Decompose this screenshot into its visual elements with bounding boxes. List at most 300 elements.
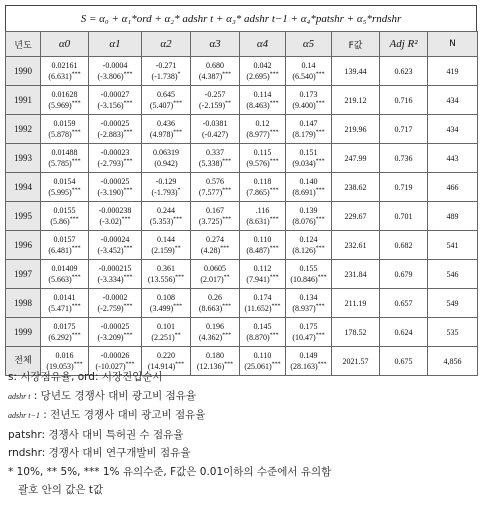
value-cell [380, 260, 428, 289]
coefficient-value: 0.118 [253, 177, 272, 186]
t-statistic [89, 245, 141, 256]
significance-stars: *** [269, 332, 279, 339]
note-t-values: 괄호 안의 값은 t값 [18, 484, 104, 496]
value-cell [380, 173, 428, 202]
t-statistic [89, 129, 141, 140]
table-row [6, 231, 478, 260]
significance-stars: *** [123, 187, 133, 194]
coefficient-value: 0.115 [253, 148, 272, 157]
value-cell [240, 202, 286, 231]
t-value: (5.353) [149, 217, 174, 226]
coefficient-value: 0.0157 [53, 235, 76, 244]
table-row [6, 318, 478, 347]
t-statistic [89, 100, 141, 111]
t-value: (5.338) [198, 159, 223, 168]
significance-stars: *** [222, 303, 232, 310]
value-cell [191, 231, 240, 260]
coefficient-value: -0.000238 [98, 206, 132, 215]
coefficient-value: 0.675 [394, 356, 413, 366]
coefficient-value: 0.140 [299, 177, 318, 186]
t-statistic [191, 100, 239, 111]
coefficient-value: 0.645 [157, 90, 175, 99]
coefficient-value: 0.174 [253, 293, 272, 302]
coefficient-value: 0.0155 [53, 206, 76, 215]
significance-stars: *** [71, 158, 81, 165]
t-value: (-3.190) [97, 188, 124, 197]
significance-stars: *** [71, 100, 81, 107]
significance-stars: *** [123, 303, 133, 310]
coefficient-value: 0.12 [255, 119, 270, 128]
t-value: (5.878) [48, 130, 72, 139]
t-statistic [286, 71, 331, 82]
value-cell [286, 57, 332, 86]
coefficient-value: 0.624 [394, 327, 413, 337]
t-statistic [240, 187, 285, 198]
coefficient-value: 0.0175 [53, 322, 76, 331]
t-value: (2.159) [151, 246, 175, 255]
significance-stars: *** [269, 245, 279, 252]
t-statistic [142, 303, 190, 314]
t-value: (-3.156) [97, 101, 124, 110]
t-value: (-1.793) [151, 188, 178, 197]
t-statistic [142, 100, 190, 111]
value-cell [380, 57, 428, 86]
year-cell: 1990 [6, 57, 41, 86]
table-row [6, 202, 478, 231]
value-cell [142, 231, 191, 260]
t-value: (8.076) [292, 217, 316, 226]
t-value: (8.487) [246, 246, 270, 255]
t-value: (8.937) [292, 304, 316, 313]
coefficient-value: 0.337 [206, 148, 224, 157]
coefficient-value: -0.00024 [100, 235, 130, 244]
year-cell: 1996 [6, 231, 41, 260]
coefficient-value: 139.44 [344, 66, 367, 76]
value-cell [428, 57, 478, 86]
value-cell [240, 173, 286, 202]
t-value: (-1.738) [151, 72, 178, 81]
t-statistic [41, 71, 88, 82]
significance-stars: *** [220, 245, 230, 252]
significance-stars: *** [71, 71, 81, 78]
t-statistic [240, 303, 285, 314]
t-value: (4.28) [200, 246, 221, 255]
coefficient-value: 247.99 [344, 153, 367, 163]
value-cell [41, 144, 89, 173]
coefficient-value: 546 [446, 269, 459, 279]
coefficient-value: 0.0159 [53, 119, 76, 128]
coefficient-value: 229.67 [344, 211, 367, 221]
t-statistic [191, 245, 239, 256]
t-value: (5.995) [48, 188, 72, 197]
coefficient-value: 0.110 [253, 235, 272, 244]
value-cell [89, 231, 142, 260]
coefficient-value: 0.145 [253, 322, 272, 331]
year-cell: 1994 [6, 173, 41, 202]
coefficient-value: -0.00027 [100, 90, 130, 99]
value-cell [142, 289, 191, 318]
significance-stars: *** [269, 129, 279, 136]
coefficient-value: 0.436 [157, 119, 175, 128]
significance-stars: *** [71, 245, 81, 252]
significance-stars: * [177, 187, 181, 194]
significance-stars: *** [315, 303, 325, 310]
table-row [6, 57, 478, 86]
coefficient-value: 231.84 [344, 269, 367, 279]
significance-stars: *** [315, 71, 325, 78]
value-cell [240, 86, 286, 115]
t-value: (7.577) [198, 188, 223, 197]
coefficient-value: 0.149 [299, 351, 318, 360]
t-value: (6.631) [48, 72, 72, 81]
value-cell [142, 260, 191, 289]
t-statistic [41, 274, 88, 285]
significance-stars: *** [175, 274, 185, 281]
significance-stars: *** [123, 71, 133, 78]
t-statistic [240, 100, 285, 111]
coefficient-value: 0.108 [157, 293, 175, 302]
t-value: (5.785) [48, 159, 72, 168]
value-cell [41, 173, 89, 202]
year-cell: 1998 [6, 289, 41, 318]
coefficient-value: -0.271 [155, 61, 177, 70]
coefficient-value: -0.00025 [100, 322, 130, 331]
note-patshr: patshr: 경쟁사 대비 특허권 수 점유율 [8, 428, 184, 441]
t-value: (8.691) [292, 188, 316, 197]
t-value: (10.846) [290, 275, 318, 284]
t-value: (5.86) [50, 217, 70, 226]
t-statistic [41, 332, 88, 343]
significance-stars: *** [269, 187, 279, 194]
coefficient-value: 0.682 [394, 240, 413, 250]
t-value: (5.969) [48, 101, 72, 110]
value-cell [428, 318, 478, 347]
coefficient-value: 211.19 [344, 298, 367, 308]
significance-stars: *** [315, 216, 325, 223]
significance-stars: *** [224, 361, 234, 368]
coefficient-value: 4,856 [443, 356, 462, 366]
t-statistic [191, 71, 239, 82]
value-cell [240, 115, 286, 144]
note-adshr-t-text: : 당년도 경쟁사 대비 광고비 점유율 [33, 389, 197, 402]
value-cell [191, 144, 240, 173]
value-cell [41, 318, 89, 347]
t-statistic [240, 216, 285, 227]
value-cell [332, 144, 380, 173]
coefficient-value: 0.139 [299, 206, 318, 215]
t-value: (-3.334) [97, 275, 124, 284]
coefficient-value: 535 [446, 327, 459, 337]
significance-stars: *** [71, 187, 81, 194]
t-value: (10.47) [292, 333, 316, 342]
note-adshr-t1-var: adshr t−1 [8, 411, 40, 420]
table-row [6, 144, 478, 173]
t-statistic [286, 216, 331, 227]
coefficient-value: -0.0381 [202, 119, 228, 128]
note-adshr-t [8, 387, 478, 407]
coefficient-value: -0.0002 [102, 293, 128, 302]
regression-table [5, 31, 478, 376]
t-statistic [142, 245, 190, 256]
coefficient-value: 0.112 [253, 264, 272, 273]
significance-stars: *** [123, 245, 133, 252]
t-value: (13.556) [147, 275, 176, 284]
significance-stars: *** [269, 216, 279, 223]
t-value: (2.251) [151, 333, 175, 342]
year-cell: 1991 [6, 86, 41, 115]
coefficient-value: 419 [446, 66, 459, 76]
value-cell [240, 289, 286, 318]
value-cell [332, 231, 380, 260]
coefficient-value: 434 [446, 124, 459, 134]
coefficient-value: 0.134 [299, 293, 318, 302]
coefficient-value: 0.016 [55, 351, 74, 360]
significance-stars: *** [173, 216, 183, 223]
t-statistic [286, 303, 331, 314]
value-cell [191, 202, 240, 231]
value-cell [191, 318, 240, 347]
coefficient-value: 0.576 [206, 177, 224, 186]
coefficient-value: 0.01488 [51, 148, 78, 157]
header-n: N [428, 32, 478, 57]
t-statistic [240, 158, 285, 169]
value-cell [191, 260, 240, 289]
year-cell: 1995 [6, 202, 41, 231]
t-value: (2.017) [200, 275, 224, 284]
t-value: (9.034) [292, 159, 316, 168]
t-value: (8.870) [246, 333, 270, 342]
year-cell: 1992 [6, 115, 41, 144]
header-alpha2: α2 [142, 32, 191, 57]
value-cell [380, 144, 428, 173]
t-statistic [286, 187, 331, 198]
value-cell [191, 86, 240, 115]
t-statistic [142, 158, 190, 169]
value-cell [240, 318, 286, 347]
t-value: (11.652) [244, 304, 272, 313]
t-statistic [142, 216, 190, 227]
coefficient-value: 0.110 [253, 351, 272, 360]
value-cell [41, 202, 89, 231]
significance-stars: ** [174, 332, 181, 339]
t-value: (4.978) [149, 130, 174, 139]
coefficient-value: 0.124 [299, 235, 318, 244]
t-value: (-3.806) [97, 72, 124, 81]
header-alpha1: α1 [89, 32, 142, 57]
value-cell [428, 202, 478, 231]
value-cell [428, 260, 478, 289]
year-cell: 1999 [6, 318, 41, 347]
regression-equation [5, 5, 477, 32]
significance-stars: *** [123, 332, 133, 339]
table-row [6, 86, 478, 115]
value-cell [191, 173, 240, 202]
equation-text: S = α₀ + α₁*ord + α₂* adshr t + α₃* adshr t−1 + α₄*patshr + α₅*rndshr [80, 13, 402, 25]
significance-stars: *** [69, 216, 79, 223]
coefficient-value: 0.14 [301, 61, 316, 70]
significance-stars: ** [225, 100, 231, 107]
value-cell [428, 289, 478, 318]
coefficient-value: 0.151 [299, 148, 318, 157]
t-statistic [142, 129, 190, 140]
value-cell [286, 202, 332, 231]
coefficient-value: 0.144 [157, 235, 175, 244]
t-statistic [191, 332, 239, 343]
t-statistic [41, 158, 88, 169]
t-statistic [240, 274, 285, 285]
t-value: (8.663) [198, 304, 223, 313]
t-value: (6.481) [48, 246, 72, 255]
coefficient-value: 549 [446, 298, 459, 308]
table-body [6, 57, 478, 376]
significance-stars: *** [222, 332, 232, 339]
significance-stars: *** [121, 216, 131, 223]
significance-stars: *** [173, 129, 183, 136]
year-cell: 1993 [6, 144, 41, 173]
value-cell [191, 57, 240, 86]
significance-stars: *** [222, 158, 232, 165]
value-cell [89, 260, 142, 289]
significance-stars: *** [123, 158, 133, 165]
significance-stars: *** [71, 303, 81, 310]
t-statistic [89, 158, 141, 169]
coefficient-value: -0.00025 [100, 177, 130, 186]
coefficient-value: 0.220 [157, 351, 175, 360]
significance-stars: *** [315, 100, 325, 107]
value-cell [142, 318, 191, 347]
t-value: (5.407) [149, 101, 174, 110]
t-statistic [89, 187, 141, 198]
value-cell [89, 173, 142, 202]
value-cell [240, 231, 286, 260]
t-value: (25.061) [244, 362, 272, 371]
significance-stars: *** [222, 71, 232, 78]
t-value: (19.053) [46, 362, 74, 371]
value-cell [332, 173, 380, 202]
header-adj-r2: Adj R² [380, 32, 428, 57]
t-statistic [191, 187, 239, 198]
value-cell [380, 289, 428, 318]
value-cell [41, 260, 89, 289]
value-cell [240, 260, 286, 289]
t-value: (-2.759) [97, 304, 124, 313]
coefficient-value: 443 [446, 153, 459, 163]
value-cell [332, 289, 380, 318]
coefficient-value: 0.623 [394, 66, 413, 76]
t-value: (3.725) [198, 217, 223, 226]
table-row [6, 115, 478, 144]
coefficient-value: 0.701 [394, 211, 413, 221]
significance-stars: *** [71, 332, 81, 339]
coefficient-value: 466 [446, 182, 459, 192]
t-statistic [89, 303, 141, 314]
significance-stars: *** [71, 129, 81, 136]
t-statistic [286, 129, 331, 140]
t-value: (-3.452) [97, 246, 124, 255]
t-value: (4.362) [198, 333, 223, 342]
t-value: (3.499) [149, 304, 174, 313]
t-value: (-2.883) [97, 130, 124, 139]
t-value: (6.540) [292, 72, 316, 81]
coefficient-value: 0.716 [394, 95, 413, 105]
t-statistic [286, 332, 331, 343]
coefficient-value: 0.173 [299, 90, 318, 99]
coefficient-value: 0.01409 [51, 264, 78, 273]
header-alpha3: α3 [191, 32, 240, 57]
coefficient-value: .116 [255, 206, 270, 215]
coefficient-value: 0.167 [206, 206, 224, 215]
significance-stars: *** [315, 129, 325, 136]
t-statistic [142, 274, 190, 285]
value-cell [380, 202, 428, 231]
note-adshr-t-var: adshr t [8, 391, 31, 401]
significance-stars: *** [173, 100, 183, 107]
value-cell [428, 86, 478, 115]
value-cell [286, 173, 332, 202]
t-value: (-0.427) [202, 130, 228, 139]
value-cell [332, 115, 380, 144]
value-cell [332, 202, 380, 231]
t-statistic [240, 129, 285, 140]
t-statistic [286, 158, 331, 169]
value-cell [142, 86, 191, 115]
header-alpha5: α5 [286, 32, 332, 57]
value-cell [89, 86, 142, 115]
t-statistic [41, 187, 88, 198]
t-statistic [41, 303, 88, 314]
significance-stars: *** [317, 361, 327, 368]
coefficient-value: 434 [446, 95, 459, 105]
coefficient-value: 0.0154 [53, 177, 76, 186]
significance-stars: *** [315, 187, 325, 194]
value-cell [286, 115, 332, 144]
t-statistic [89, 332, 141, 343]
significance-stars: *** [269, 274, 279, 281]
value-cell [380, 318, 428, 347]
t-value: (-2.159) [199, 101, 225, 110]
t-value: (14.914) [147, 362, 176, 371]
significance-stars: *** [269, 158, 279, 165]
value-cell [142, 57, 191, 86]
coefficient-value: -0.00025 [100, 119, 130, 128]
significance-stars: *** [317, 274, 327, 281]
value-cell [89, 144, 142, 173]
t-value: (-10.027) [95, 362, 126, 371]
t-statistic [286, 100, 331, 111]
note-adshr-t1-text: : 전년도 경쟁사 대비 광고비 점유율 [43, 409, 206, 421]
value-cell [240, 144, 286, 173]
coefficient-value: -0.000215 [98, 264, 132, 273]
year-cell: 1997 [6, 260, 41, 289]
value-cell [41, 289, 89, 318]
coefficient-value: 0.155 [299, 264, 318, 273]
t-value: (0.942) [154, 159, 178, 168]
t-value: (8.977) [246, 130, 270, 139]
t-value: (7.941) [246, 275, 270, 284]
t-statistic [191, 216, 239, 227]
significance-stars: *** [73, 361, 83, 368]
value-cell [380, 231, 428, 260]
t-statistic [41, 100, 88, 111]
value-cell [286, 144, 332, 173]
value-cell [332, 318, 380, 347]
coefficient-value: 0.175 [299, 322, 318, 331]
value-cell [142, 144, 191, 173]
coefficient-value: 2021.57 [342, 356, 369, 366]
t-statistic [89, 216, 141, 227]
t-statistic [191, 129, 239, 140]
value-cell [191, 289, 240, 318]
